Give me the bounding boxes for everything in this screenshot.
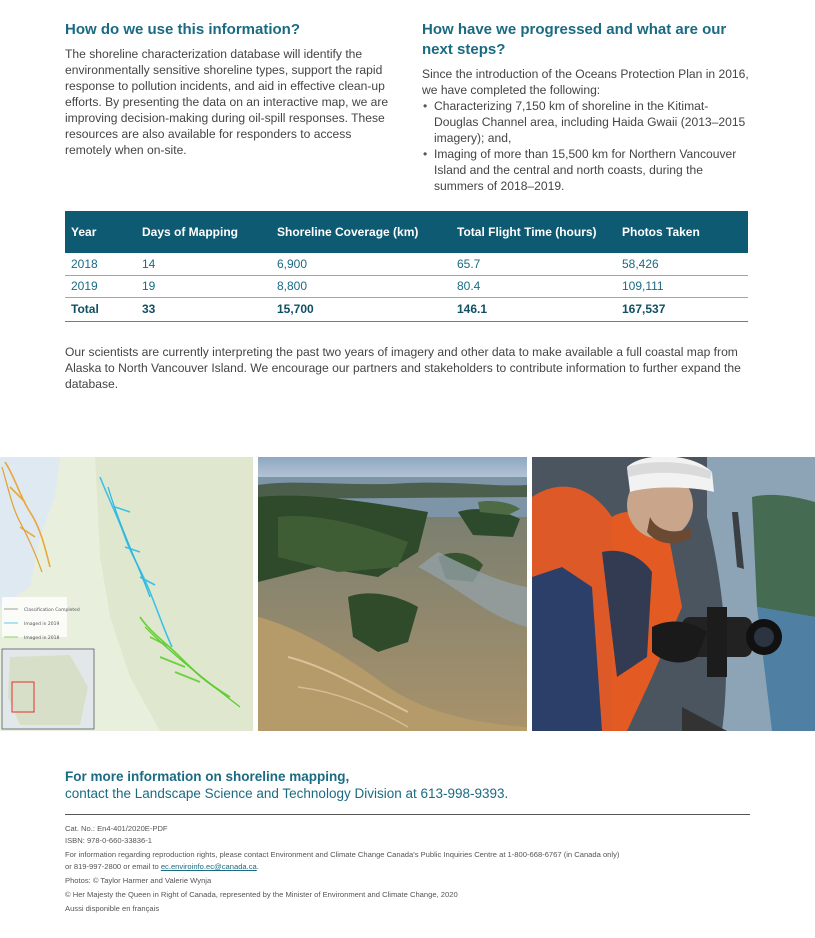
header-days: Days of Mapping <box>136 211 271 253</box>
map-legend-item: Classification Completed <box>24 608 80 613</box>
copyright: © Her Majesty the Queen in Right of Canada, represented by the Minister of Environment and Climate Change, 2020 <box>65 890 458 899</box>
french-availability: Aussi disponible en français <box>65 904 160 913</box>
table-cell: 2018 <box>65 253 136 275</box>
header-flight-time: Total Flight Time (hours) <box>451 211 616 253</box>
more-info <box>65 768 755 802</box>
table-header-row <box>65 211 748 253</box>
table-cell: 19 <box>136 275 271 297</box>
header-photos: Photos Taken <box>616 211 748 253</box>
table-cell: 146.1 <box>451 297 616 321</box>
table-row <box>65 275 748 297</box>
catalogue-number: Cat. No.: En4-401/2020E-PDF <box>65 824 168 833</box>
more-info-title: For more information on shoreline mapping, <box>65 769 350 784</box>
table-cell: 167,537 <box>616 297 748 321</box>
coastline-aerial-photo <box>258 457 527 731</box>
mapping-stats-table <box>65 211 748 322</box>
email-link[interactable]: ec.enviroinfo.ec@canada.ca <box>160 862 257 871</box>
left-paragraph: The shoreline characterization database will identify the environmentally sensitive shoreline types, support the rapid response to pollution incidents, and aid in effective clean-up efforts. By presenting the data on an interactive map, we are improving decision-making during oil-spill responses. These resources are also available for responders to access remotely when on-site. <box>65 47 389 157</box>
right-section <box>422 20 752 194</box>
table-cell: 80.4 <box>451 275 616 297</box>
rights-line-2 <box>65 862 755 872</box>
table-cell: 65.7 <box>451 253 616 275</box>
progress-list <box>422 98 752 194</box>
body-paragraph: Our scientists are currently interpreting the past two years of imagery and other data to make available a full coastal map from Alaska to North Vancouver Island. We encourage our partners and stakeholders to contribute information to further expand the database. <box>65 345 741 391</box>
table-cell: 109,111 <box>616 275 748 297</box>
table-cell: 33 <box>136 297 271 321</box>
photographer-in-helicopter-photo <box>532 457 815 731</box>
list-item: • Characterizing 7,150 km of shoreline in the Kitimat-Douglas Channel area, including Haida Gwaii (2013–2015 imagery); and, <box>422 98 752 146</box>
more-info-contact: contact the Landscape Science and Technology Division at 613-998-9393. <box>65 786 509 801</box>
table-total-row <box>65 297 748 321</box>
photo-strip <box>0 457 815 731</box>
map-legend-item: Imaged in 2019 <box>24 622 60 627</box>
map-legend-item: Imaged in 2018 <box>24 636 60 641</box>
right-heading: How have we progressed and what are our next steps? <box>422 21 727 58</box>
left-heading: How do we use this information? <box>65 21 301 38</box>
photo-credits: Photos: © Taylor Harmer and Valerie Wynja <box>65 876 212 885</box>
header-coverage: Shoreline Coverage (km) <box>271 211 451 253</box>
table-cell: 2019 <box>65 275 136 297</box>
table-cell: 8,800 <box>271 275 451 297</box>
header-year: Year <box>65 211 136 253</box>
shoreline-map-image <box>0 457 253 731</box>
table-cell: 14 <box>136 253 271 275</box>
list-item: • Imaging of more than 15,500 km for Northern Vancouver Island and the central and north coasts, during the summers of 2018–2019. <box>422 146 752 194</box>
divider <box>65 814 750 815</box>
fine-print <box>65 824 755 916</box>
table-cell: 6,900 <box>271 253 451 275</box>
rights-line-2-suffix: . <box>256 862 259 871</box>
left-section <box>65 20 400 158</box>
table-cell: 58,426 <box>616 253 748 275</box>
isbn: ISBN: 978-0-660-33836-1 <box>65 836 152 845</box>
right-intro: Since the introduction of the Oceans Protection Plan in 2016, we have completed the following: <box>422 67 749 97</box>
rights-line-1: For information regarding reproduction rights, please contact Environment and Climate Change Canada's Public Inquiries Centre at 1-800-668-6767 (in Canada only) <box>65 850 620 859</box>
table-cell: 15,700 <box>271 297 451 321</box>
table-cell: Total <box>65 297 136 321</box>
table-row <box>65 253 748 275</box>
rights-line-2-prefix: or 819-997-2800 or email to <box>65 862 161 871</box>
